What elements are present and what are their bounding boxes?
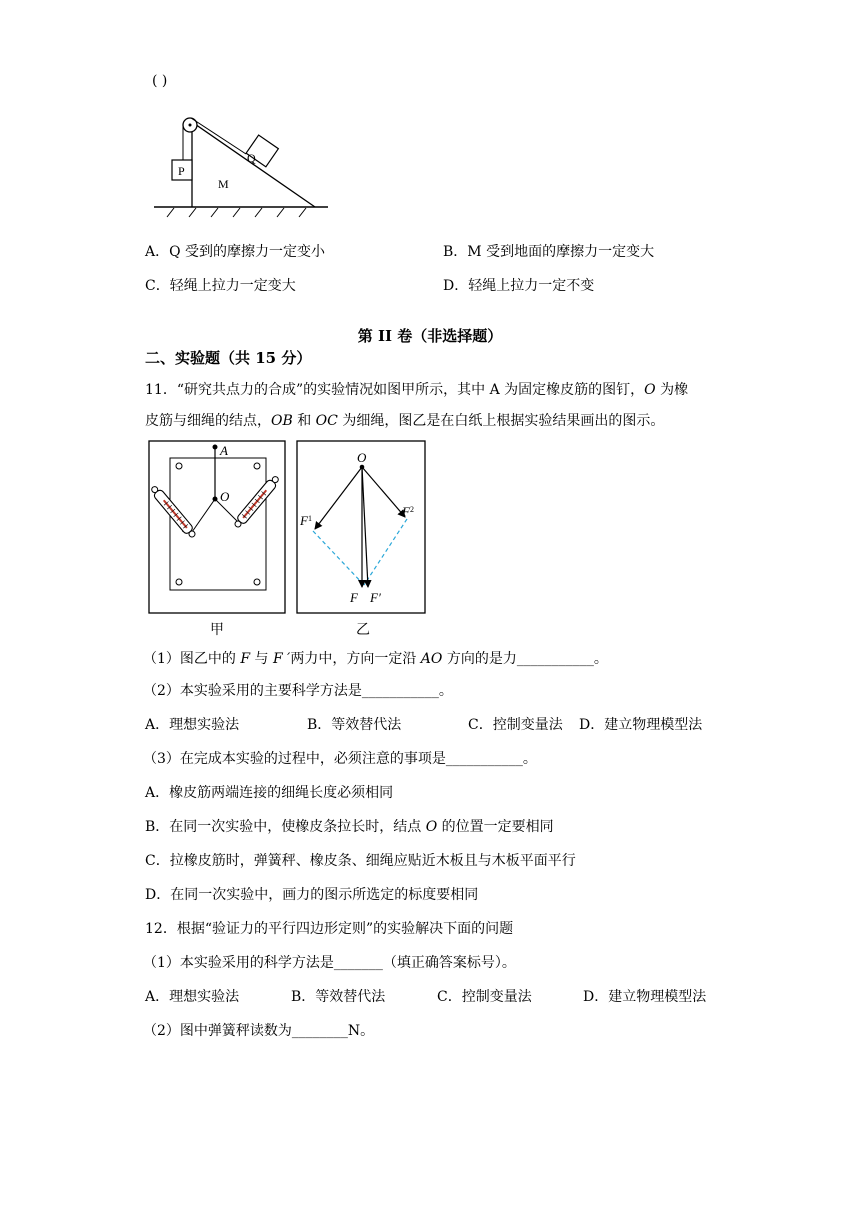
q10-option-a: A．Q 受到的摩擦力一定变小 — [145, 244, 326, 260]
label-o: O — [357, 450, 367, 465]
q11-sub2-option-a: A．理想实验法 — [145, 717, 240, 733]
part2-title: 第 II 卷（非选择题） — [357, 327, 503, 345]
q12-sub1-option-b: B．等效替代法 — [291, 989, 386, 1005]
label-m: M — [218, 177, 229, 191]
label-f1: $F^1$ — [300, 513, 312, 528]
q11-stem-line1: 11．“研究共点力的合成”的实验情况如图甲所示，其中 A 为固定橡皮筋的图钉，O 为橡 — [145, 382, 689, 398]
q10-option-b: B．M 受到地面的摩擦力一定变大 — [443, 244, 655, 260]
q11-sub2-option-c: C．控制变量法 — [468, 717, 563, 733]
label-a: A — [220, 443, 228, 458]
q11-stem-line2: 皮筋与细绳的结点，OB 和 OC 为细绳，图乙是在白纸上根据实验结果画出的图示。 — [145, 413, 665, 429]
q11-sub3-option-d: D．在同一次实验中，画力的图示所选定的标度要相同 — [145, 887, 479, 903]
answer-bracket: ( ) — [152, 73, 168, 89]
q12-sub1-option-a: A．理想实验法 — [145, 989, 240, 1005]
q11-sub1: （1）图乙中的 F 与 F ′两力中，方向一定沿 AO 方向的是力___________。 — [143, 651, 608, 667]
rope-to-q — [191, 118, 246, 154]
caption-jia: 甲 — [210, 622, 224, 638]
q11-sub3-option-b: B．在同一次实验中，使橡皮条拉长时，结点 O 的位置一定要相同 — [145, 819, 554, 835]
section-title: 二、实验题（共 15 分） — [145, 349, 312, 367]
q12-sub1-option-c: C．控制变量法 — [437, 989, 532, 1005]
figure-yi — [296, 440, 428, 616]
q11-sub3-option-a: A．橡皮筋两端连接的细绳长度必须相同 — [145, 785, 394, 801]
label-f-prime: F′ — [370, 590, 381, 605]
label-o: O — [220, 489, 230, 504]
q10-option-d: D．轻绳上拉力一定不变 — [443, 278, 595, 294]
q12-sub1: （1）本实验采用的科学方法是_______（填正确答案标号）。 — [143, 955, 516, 971]
q11-sub2-option-b: B．等效替代法 — [307, 717, 402, 733]
q11-sub2: （2）本实验采用的主要科学方法是___________。 — [143, 683, 453, 699]
q12-sub1-option-d: D．建立物理模型法 — [583, 989, 707, 1005]
q11-sub3: （3）在完成本实验的过程中，必须注意的事项是___________。 — [143, 751, 537, 767]
incline-pulley-figure — [150, 108, 332, 220]
q12-stem: 12．根据“验证力的平行四边形定则”的实验解决下面的问题 — [145, 921, 514, 937]
label-f: F — [350, 590, 358, 605]
label-f2: $F^2$ — [402, 504, 414, 519]
q10-option-c: C．轻绳上拉力一定变大 — [145, 278, 296, 294]
ground-hatching — [167, 208, 306, 217]
q11-sub2-option-d: D．建立物理模型法 — [579, 717, 703, 733]
label-p: P — [178, 164, 185, 178]
q12-sub2: （2）图中弹簧秤读数为________N。 — [143, 1023, 375, 1039]
figure-jia — [148, 440, 288, 618]
label-q: Q — [247, 151, 256, 165]
caption-yi: 乙 — [356, 622, 370, 638]
q11-sub3-option-c: C．拉橡皮筋时，弹簧秤、橡皮条、细绳应贴近木板且与木板平面平行 — [145, 853, 576, 869]
